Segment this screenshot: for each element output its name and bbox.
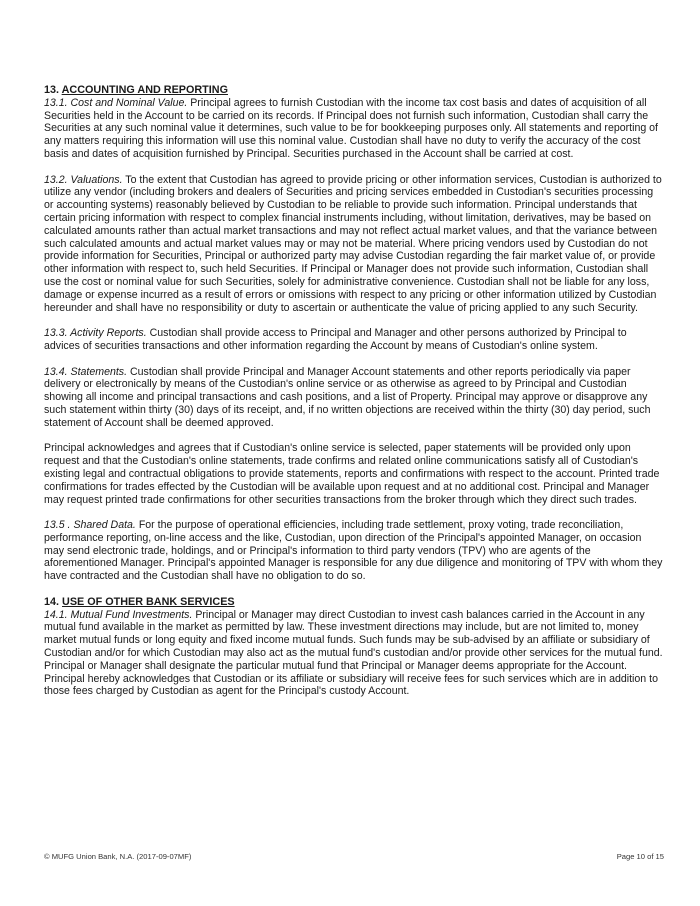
clause-label: 13.4. Statements. [44, 365, 128, 378]
clause-text: Custodian shall provide access to Principal and Manager and other persons authorized by Principal to advices of securities transactions and other information regarding the Account by means of Custodian's online system. [44, 327, 627, 352]
copyright-notice: © MUFG Union Bank, N.A. (2017-09-07MF) [44, 852, 192, 861]
clause-label: 13.1. Cost and Nominal Value. [44, 96, 188, 109]
clause-label: 14.1. Mutual Fund Investments. [44, 608, 193, 621]
section-number: 13. [44, 84, 60, 96]
section-heading-13 [44, 84, 664, 97]
clause-13-2 [44, 174, 664, 315]
section-heading-14 [44, 596, 664, 609]
clause-14-1 [44, 609, 664, 699]
clause-13-4 [44, 366, 664, 430]
page-footer [44, 852, 664, 861]
clause-label: 13.2. Valuations. [44, 173, 123, 186]
clause-text: For the purpose of operational efficiencies, including trade settlement, proxy voting, trade reconciliation, performance reporting, on-line access and the like, Custodian, upon direction of the Principal's appointed Manager, on occasion may send electronic trade, holdings, and or Principal's information to third party vendors (TPV) who are agents of the aforementioned Manager. Principal's appointed Manager is responsible for any due diligence and monitoring of TPV with whom they have contracted and the Custodian shall have no obligation to do so. [44, 519, 663, 583]
clause-13-3 [44, 327, 664, 353]
document-page [44, 84, 664, 711]
section-title: USE OF OTHER BANK SERVICES [62, 595, 235, 608]
section-title: ACCOUNTING AND REPORTING [61, 84, 228, 96]
clause-label: 13.3. Activity Reports. [44, 327, 147, 340]
clause-text: Custodian shall provide Principal and Manager Account statements and other reports periodically via paper delivery or electronically by means of the Custodian's online service or as otherwise as agreed to by Principal and Custodian showing all income and principal transactions and cash positions, and a list of Property. Principal may approve or disapprove any such statement within thirty (30) days of its receipt, and, if no written objections are received within the thirty (30) day period, such statement of Account shall be deemed approved. [44, 365, 651, 429]
section-number: 14. [44, 595, 60, 608]
clause-text: Principal or Manager may direct Custodian to invest cash balances carried in the Account in any mutual fund available in the market as permitted by law. These investment directions may include, but are not limited to, money market mutual funds or long equity and fixed income mutual funds. Such funds may be sub-advised by an affiliate or subsidiary of Custodian and/or for which Custodian may also act as the mutual fund's custodian and/or provide other services for the mutual fund. Principal or Manager shall designate the particular mutual fund that Principal or Manager deems appropriate for the Account. Principal hereby acknowledges that Custodian or its affiliate or subsidiary will receive fees for such services which are in addition to those fees charged by Custodian as agent for the Principal's custody Account. [44, 608, 663, 698]
clause-13-4-acknowledgement [44, 442, 664, 506]
page-number: Page 10 of 15 [616, 852, 664, 861]
clause-text: Principal agrees to furnish Custodian with the income tax cost basis and dates of acquisition of all Securities held in the Account to be carried on its records. If Principal does not furnish such information, Custodian shall carry the Securities at any such nominal value it determines, such value to be for bookkeeping purposes only. All statements and reporting of any matters requiring this information will use this nominal value. Custodian shall have no duty to verify the accuracy of the cost basis and dates of acquisition furnished by Principal. Securities purchased in the Account shall be carried at cost. [44, 96, 659, 160]
clause-13-1 [44, 97, 664, 161]
clause-13-5 [44, 519, 664, 583]
clause-text: To the extent that Custodian has agreed to provide pricing or other information services, Custodian is authorized to utilize any vendor (including brokers and dealers of Securities and pricing services embedded in Custodian's securities processing or accounting systems) reasonably believed by Custodian to be reliable to provide such information. Principal understands that certain pricing information with respect to complex financial instruments including, without limitation, derivatives, may be based on calculated amounts rather than actual market transactions and may not reflect actual market values, and that the variance between such calculated amounts and actual market values may or may not be material. Where pricing vendors used by Custodian do not provide information for Securities, Principal or authorized party may advise Custodian regarding the fair market value of, or provide other information with respect to, such held Securities. If Principal or Manager does not provide such information, Custodian shall use the cost or nominal value for such Securities, solely for administrative convenience. Custodian shall not be liable for any loss, damage or expense incurred as a result of errors or omissions with respect to any pricing or other information utilized by Custodian hereunder and shall have no responsibility or duty to ascertain or authenticate the value of pricing applied to any such Security. [44, 173, 662, 314]
clause-text: Principal acknowledges and agrees that if Custodian's online service is selected, paper statements will be provided only upon request and that the Custodian's online statements, trade confirms and related online communications satisfy all of Custodian's existing legal and contractual obligations to provide statements, reports and confirmations with respect to the account. Printed trade confirmations for trades effected by the Custodian will be available upon request and at no additional cost. Principal and Manager may request printed trade confirmations for other securities transactions from the broker through which they direct such trades. [44, 442, 660, 506]
clause-label: 13.5 . Shared Data. [44, 519, 136, 532]
